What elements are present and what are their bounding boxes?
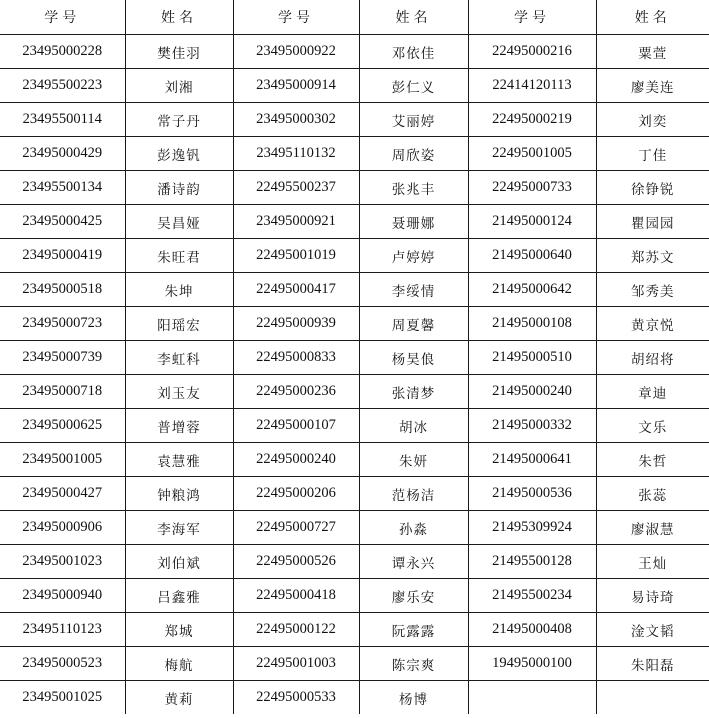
student-name-cell: 邹秀美	[596, 273, 709, 307]
student-name-cell	[596, 681, 709, 715]
student-name-cell: 刘伯斌	[125, 545, 233, 579]
student-id-cell: 23495001025	[0, 681, 125, 715]
student-name-cell: 李虹科	[125, 341, 233, 375]
table-row	[0, 647, 709, 681]
student-id-cell: 22495000206	[233, 477, 359, 511]
student-id-cell: 21495000510	[468, 341, 596, 375]
student-name-cell: 吴昌娅	[125, 205, 233, 239]
student-id-cell: 21495000536	[468, 477, 596, 511]
student-name-cell: 钟粮鸿	[125, 477, 233, 511]
student-id-cell: 23495000429	[0, 137, 125, 171]
student-id-cell: 23495000718	[0, 375, 125, 409]
student-id-cell: 22495500237	[233, 171, 359, 205]
header-row	[0, 0, 709, 35]
student-id-cell: 21495000240	[468, 375, 596, 409]
column-header-student-id: 学号	[233, 0, 359, 35]
student-name-cell: 范杨洁	[359, 477, 468, 511]
student-id-cell: 23495000921	[233, 205, 359, 239]
student-id-cell: 22495000939	[233, 307, 359, 341]
student-id-cell: 23495000914	[233, 69, 359, 103]
student-name-cell: 易诗琦	[596, 579, 709, 613]
student-id-cell: 22495000417	[233, 273, 359, 307]
student-name-cell: 廖美连	[596, 69, 709, 103]
student-name-cell: 杨博	[359, 681, 468, 715]
table-row	[0, 103, 709, 137]
table-row	[0, 35, 709, 69]
student-name-cell: 周欣姿	[359, 137, 468, 171]
student-name-cell: 阮露露	[359, 613, 468, 647]
student-id-cell: 22495000107	[233, 409, 359, 443]
student-name-cell: 黄莉	[125, 681, 233, 715]
student-name-cell: 艾丽婷	[359, 103, 468, 137]
student-name-cell: 王灿	[596, 545, 709, 579]
student-name-cell: 李海军	[125, 511, 233, 545]
student-name-cell: 廖淑慧	[596, 511, 709, 545]
column-header-name: 姓名	[596, 0, 709, 35]
student-name-cell: 刘奕	[596, 103, 709, 137]
student-name-cell: 杨昊俍	[359, 341, 468, 375]
student-id-cell: 22495000240	[233, 443, 359, 477]
student-name-cell: 常子丹	[125, 103, 233, 137]
student-name-cell: 袁慧雅	[125, 443, 233, 477]
column-header-student-id: 学号	[468, 0, 596, 35]
student-name-cell: 刘湘	[125, 69, 233, 103]
student-name-cell: 梅航	[125, 647, 233, 681]
table-row	[0, 69, 709, 103]
column-header-name: 姓名	[125, 0, 233, 35]
student-id-cell: 23495500114	[0, 103, 125, 137]
student-name-cell: 瞿园园	[596, 205, 709, 239]
student-id-cell: 23495000625	[0, 409, 125, 443]
student-id-cell: 23495000523	[0, 647, 125, 681]
table-row	[0, 307, 709, 341]
student-id-cell: 23495500134	[0, 171, 125, 205]
student-id-cell: 22495000526	[233, 545, 359, 579]
student-id-cell: 21495500234	[468, 579, 596, 613]
table-row	[0, 409, 709, 443]
table-row	[0, 239, 709, 273]
student-id-cell: 21495000108	[468, 307, 596, 341]
student-name-cell: 卢婷婷	[359, 239, 468, 273]
student-id-cell: 23495000427	[0, 477, 125, 511]
student-name-cell: 郑苏文	[596, 239, 709, 273]
student-id-cell: 22495000733	[468, 171, 596, 205]
student-name-cell: 张清梦	[359, 375, 468, 409]
student-name-cell: 胡绍将	[596, 341, 709, 375]
student-name-cell: 朱妍	[359, 443, 468, 477]
table-row	[0, 613, 709, 647]
column-header-student-id: 学号	[0, 0, 125, 35]
student-id-cell: 22495000219	[468, 103, 596, 137]
student-id-cell: 22495000533	[233, 681, 359, 715]
student-id-cell: 21495000642	[468, 273, 596, 307]
student-id-cell: 21495000641	[468, 443, 596, 477]
student-name-cell: 廖乐安	[359, 579, 468, 613]
student-id-cell: 21495000408	[468, 613, 596, 647]
column-header-name: 姓名	[359, 0, 468, 35]
student-name-cell: 陈宗爽	[359, 647, 468, 681]
student-id-cell: 22495001003	[233, 647, 359, 681]
student-id-cell: 23495000922	[233, 35, 359, 69]
student-id-cell: 21495000332	[468, 409, 596, 443]
student-id-cell: 22495000418	[233, 579, 359, 613]
student-name-cell: 文乐	[596, 409, 709, 443]
student-name-cell: 章迪	[596, 375, 709, 409]
student-id-cell: 23495000906	[0, 511, 125, 545]
table-row	[0, 341, 709, 375]
student-name-cell: 彭逸钒	[125, 137, 233, 171]
student-id-cell: 21495000640	[468, 239, 596, 273]
student-id-cell: 21495000124	[468, 205, 596, 239]
table-row	[0, 443, 709, 477]
student-id-cell	[468, 681, 596, 715]
student-name-cell: 朱阳磊	[596, 647, 709, 681]
student-name-cell: 潘诗韵	[125, 171, 233, 205]
student-name-cell: 普增蓉	[125, 409, 233, 443]
student-id-cell: 22495000216	[468, 35, 596, 69]
student-id-cell: 23495110123	[0, 613, 125, 647]
student-id-cell: 23495000739	[0, 341, 125, 375]
student-name-cell: 张兆丰	[359, 171, 468, 205]
table-row	[0, 171, 709, 205]
student-id-cell: 22495001005	[468, 137, 596, 171]
student-id-cell: 22495000236	[233, 375, 359, 409]
student-name-cell: 朱哲	[596, 443, 709, 477]
student-name-cell: 胡冰	[359, 409, 468, 443]
table-row	[0, 137, 709, 171]
student-name-cell: 樊佳羽	[125, 35, 233, 69]
student-id-cell: 22495000833	[233, 341, 359, 375]
student-id-cell: 23495001005	[0, 443, 125, 477]
student-id-cell: 23495000723	[0, 307, 125, 341]
student-name-cell: 徐铮锐	[596, 171, 709, 205]
table-row	[0, 579, 709, 613]
table-row	[0, 545, 709, 579]
student-name-cell: 谭永兴	[359, 545, 468, 579]
student-name-cell: 邓依佳	[359, 35, 468, 69]
roster-body	[0, 35, 709, 715]
student-id-cell: 23495000425	[0, 205, 125, 239]
student-id-cell: 19495000100	[468, 647, 596, 681]
student-id-cell: 22495000122	[233, 613, 359, 647]
student-name-cell: 彭仁义	[359, 69, 468, 103]
student-id-cell: 21495500128	[468, 545, 596, 579]
student-name-cell: 李绥情	[359, 273, 468, 307]
student-id-cell: 23495000419	[0, 239, 125, 273]
student-id-cell: 23495001023	[0, 545, 125, 579]
student-name-cell: 朱坤	[125, 273, 233, 307]
student-id-cell: 23495000302	[233, 103, 359, 137]
student-id-cell: 22495000727	[233, 511, 359, 545]
table-row	[0, 273, 709, 307]
student-id-cell: 23495110132	[233, 137, 359, 171]
table-row	[0, 511, 709, 545]
table-row	[0, 205, 709, 239]
student-name-cell: 聂珊娜	[359, 205, 468, 239]
student-id-cell: 23495000518	[0, 273, 125, 307]
student-id-cell: 22414120113	[468, 69, 596, 103]
student-id-cell: 21495309924	[468, 511, 596, 545]
student-name-cell: 刘玉友	[125, 375, 233, 409]
table-row	[0, 477, 709, 511]
student-id-cell: 22495001019	[233, 239, 359, 273]
student-name-cell: 周夏馨	[359, 307, 468, 341]
student-name-cell: 张蕊	[596, 477, 709, 511]
student-name-cell: 孙淼	[359, 511, 468, 545]
student-name-cell: 郑城	[125, 613, 233, 647]
student-name-cell: 淦文韬	[596, 613, 709, 647]
student-name-cell: 粟萱	[596, 35, 709, 69]
student-id-cell: 23495000228	[0, 35, 125, 69]
student-name-cell: 朱旺君	[125, 239, 233, 273]
student-id-cell: 23495500223	[0, 69, 125, 103]
student-name-cell: 黄京悦	[596, 307, 709, 341]
student-name-cell: 丁佳	[596, 137, 709, 171]
table-row	[0, 681, 709, 715]
student-name-cell: 阳瑶宏	[125, 307, 233, 341]
table-row	[0, 375, 709, 409]
student-name-cell: 吕鑫雅	[125, 579, 233, 613]
student-id-cell: 23495000940	[0, 579, 125, 613]
